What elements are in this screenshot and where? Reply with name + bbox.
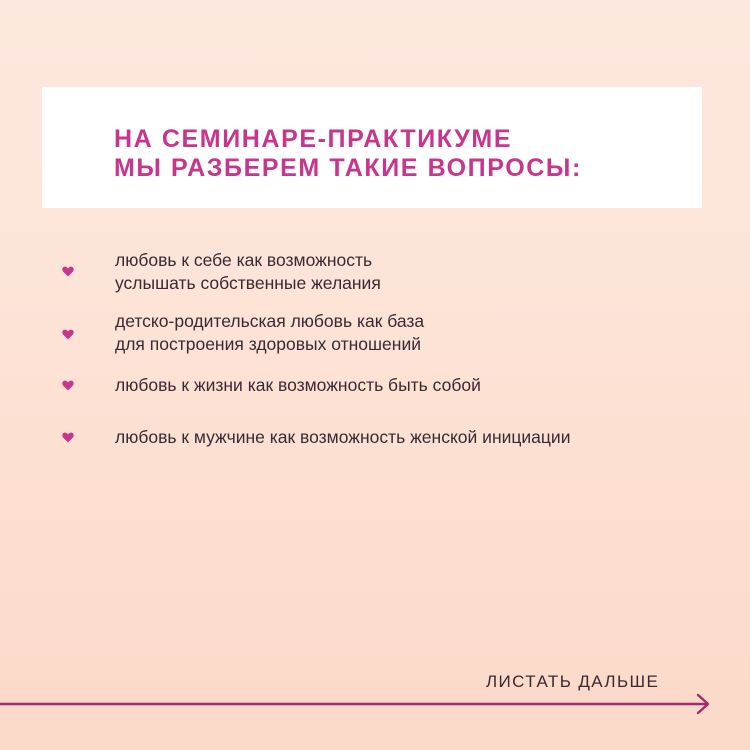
- list-item-line: любовь к жизни как возможность быть собой: [115, 375, 481, 395]
- list-item-line: любовь к мужчине как возможность женской инициации: [115, 427, 571, 447]
- arrow-right-icon[interactable]: [0, 692, 712, 716]
- list-item-text: [115, 374, 481, 397]
- title-line-1: НА СЕМИНАРЕ-ПРАКТИКУМЕ: [114, 125, 513, 153]
- heart-icon: [62, 329, 74, 340]
- list-item-line: детско-родительская любовь как база: [115, 311, 425, 331]
- list-item-line: любовь к себе как возможность: [115, 250, 373, 270]
- next-slide-link[interactable]: ЛИСТАТЬ ДАЛЬШЕ: [486, 672, 660, 691]
- list-item-line: для построения здоровых отношений: [115, 334, 421, 354]
- list-item-text: [115, 310, 424, 356]
- list-item-text: [115, 249, 381, 295]
- list-item-text: [115, 426, 571, 449]
- list-item-line: услышать собственные желания: [115, 273, 381, 293]
- title-line-2: МЫ РАЗБЕРЕМ ТАКИЕ ВОПРОСЫ:: [114, 154, 582, 182]
- heart-icon: [62, 432, 74, 443]
- heart-icon: [62, 380, 74, 391]
- heart-icon: [62, 266, 74, 277]
